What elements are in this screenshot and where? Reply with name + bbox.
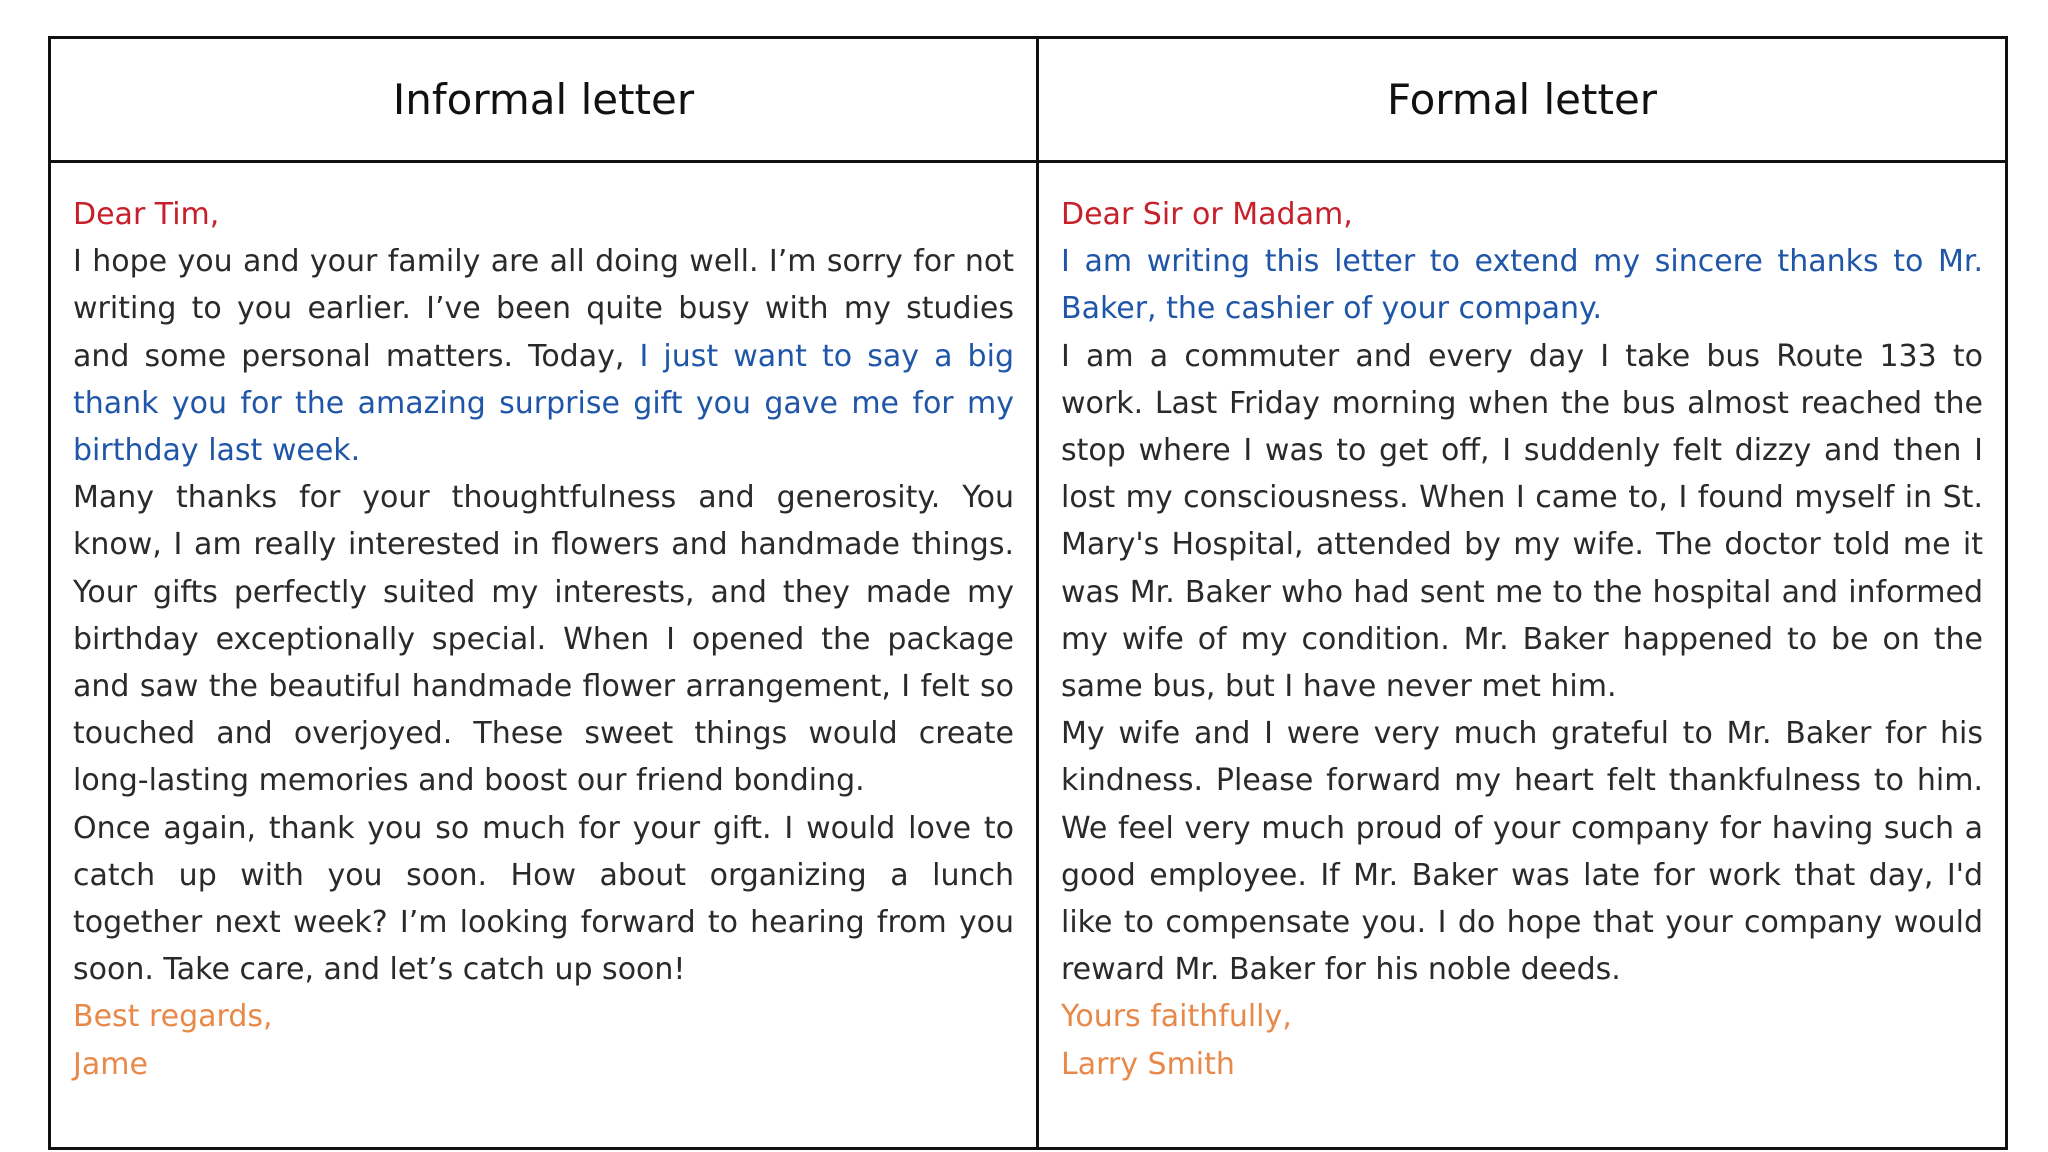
informal-paragraph-1 bbox=[73, 238, 1014, 474]
formal-closing: Yours faithfully, bbox=[1061, 999, 1292, 1035]
informal-paragraph-1-text: I hope you and your family are all doing well. I’m sorry for not writing to you earlier. I’ve been quite busy with my studies and some personal matters. Today, bbox=[73, 244, 1014, 374]
formal-signature: Larry Smith bbox=[1061, 1046, 1235, 1082]
formal-letter-body bbox=[1039, 163, 2005, 1147]
informal-signature: Jame bbox=[73, 1046, 148, 1082]
informal-salutation: Dear Tim, bbox=[73, 197, 220, 232]
formal-thanks-highlight: I am writing this letter to extend my sincere thanks to Mr. Baker, the cashier of your company. bbox=[1061, 244, 1983, 327]
formal-salutation: Dear Sir or Madam, bbox=[1061, 197, 1353, 232]
letter-comparison-table bbox=[48, 36, 2008, 1150]
informal-paragraph-3: Once again, thank you so much for your gift. I would love to catch up with you soon. How about organizing a lunch together next week? I’m looking forward to hearing from you soon. Take care, and let’s catch up soon! bbox=[73, 810, 1014, 988]
informal-closing: Best regards, bbox=[73, 999, 273, 1035]
informal-thanks-highlight: I just want to say a big thank you for the amazing surprise gift you gave me for my birthday last week. bbox=[73, 338, 1014, 469]
formal-paragraph-3: My wife and I were very much grateful to Mr. Baker for his kindness. Please forward my heart felt thankfulness to him. We feel very much proud of your company for having such a good employee. If Mr. Baker was late for work that day, I'd like to compensate you. I do hope that your company would reward Mr. Baker for his noble deeds. bbox=[1061, 716, 1983, 988]
informal-letter-heading: Informal letter bbox=[51, 39, 1039, 163]
informal-letter-body bbox=[51, 163, 1039, 1147]
informal-paragraph-2: Many thanks for your thoughtfulness and generosity. You know, I am really interested in flowers and handmade things. Your gifts perfectly suited my interests, and they made my birthday exceptionally special. When I opened the package and saw the beautiful handmade flower arrangement, I felt so touched and overjoyed. These sweet things would create long-lasting memories and boost our friend bonding. bbox=[73, 480, 1014, 799]
formal-letter-heading: Formal letter bbox=[1039, 39, 2005, 163]
formal-paragraph-2: I am a commuter and every day I take bus Route 133 to work. Last Friday morning when the bus almost reached the stop where I was to get off, I suddenly felt dizzy and then I lost my consciousness. When I came to, I found myself in St. Mary's Hospital, attended by my wife. The doctor told me it was Mr. Baker who had sent me to the hospital and informed my wife of my condition. Mr. Baker happened to be on the same bus, but I have never met him. bbox=[1061, 338, 1983, 705]
